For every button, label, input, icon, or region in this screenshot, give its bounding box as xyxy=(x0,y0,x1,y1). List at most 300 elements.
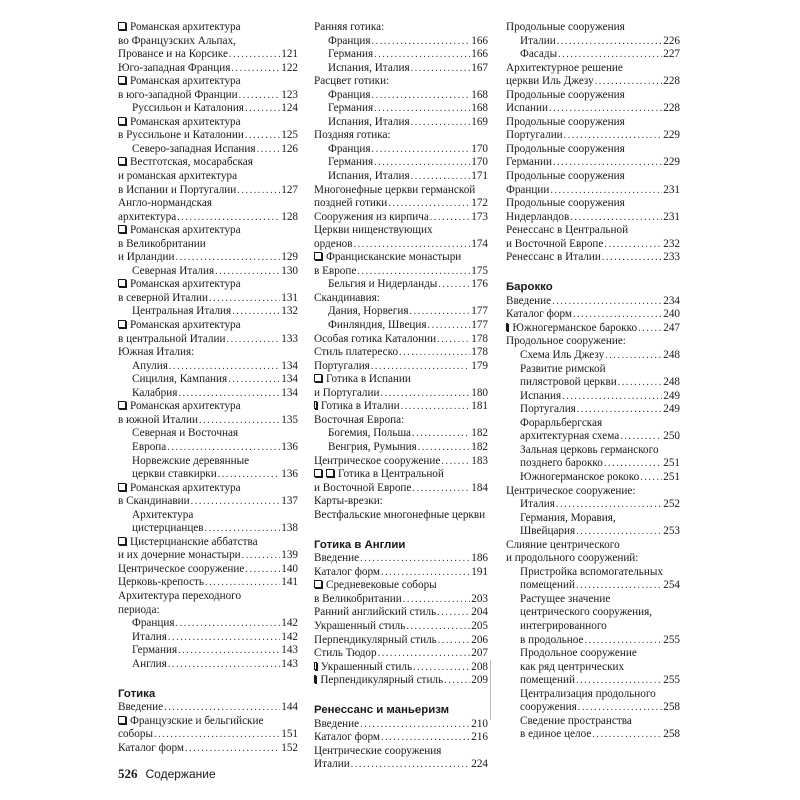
toc-entry xyxy=(118,360,298,374)
checkbox-square-icon xyxy=(314,662,317,670)
toc-entry-title: Романская архитектура xyxy=(130,400,241,413)
toc-entry-title: Германия xyxy=(328,156,374,169)
toc-entry-page: 137 xyxy=(281,495,298,508)
checkbox-square-icon xyxy=(118,401,126,409)
toc-entry-page: 229 xyxy=(663,156,680,169)
toc-entry-title: Каталог форм xyxy=(314,565,380,578)
section-heading xyxy=(506,279,680,295)
toc-entry-page: 184 xyxy=(471,481,488,494)
toc-entry xyxy=(506,102,680,116)
dot-leader xyxy=(592,728,662,742)
toc-entry xyxy=(314,170,488,184)
dot-leader xyxy=(257,143,281,157)
toc-entry xyxy=(314,661,488,675)
toc-entry xyxy=(118,576,298,590)
dot-leader xyxy=(557,35,662,49)
toc-entry xyxy=(506,539,680,553)
toc-entry-title: сооружения xyxy=(520,701,577,714)
toc-entry xyxy=(506,566,680,580)
toc-entry xyxy=(314,346,488,360)
dot-leader xyxy=(602,251,662,265)
toc-column-1 xyxy=(118,21,298,755)
toc-entry-title: и Португалии xyxy=(314,386,380,399)
toc-entry-title: в Руссильоне и Каталонии xyxy=(118,129,244,142)
dot-leader xyxy=(154,728,280,742)
dot-leader xyxy=(604,238,662,252)
toc-entry-title: церкви ставкирки xyxy=(132,468,217,481)
dot-leader xyxy=(430,211,470,225)
toc-entry-title: Продольные сооружения xyxy=(506,197,625,210)
toc-entry xyxy=(118,292,298,306)
toc-entry-title: архитектура xyxy=(118,210,177,223)
toc-entry-title: Украшенный стиль xyxy=(314,619,406,632)
dot-leader xyxy=(640,471,662,485)
toc-entry-page: 227 xyxy=(663,48,680,61)
toc-entry-title: Продольное сооружение: xyxy=(506,335,626,348)
toc-entry-title: Южная Италия: xyxy=(118,346,195,359)
toc-entry xyxy=(506,444,680,458)
toc-entry-title: Многонефные церкви германской xyxy=(314,183,476,196)
toc-entry-title: как ряд центрических xyxy=(520,660,625,673)
dot-leader xyxy=(205,522,281,536)
dot-leader xyxy=(406,620,470,634)
dot-leader xyxy=(573,308,662,322)
toc-entry xyxy=(314,102,488,116)
toc-entry-title: Сооружения из кирпича xyxy=(314,210,429,223)
toc-entry-page: 226 xyxy=(663,34,680,47)
dot-leader xyxy=(168,631,280,645)
toc-entry xyxy=(314,579,488,593)
toc-entry xyxy=(118,536,298,550)
dot-leader xyxy=(191,495,281,509)
dot-leader xyxy=(218,468,280,482)
toc-entry-title: Центрическое сооружение xyxy=(314,454,441,467)
toc-entry-page: 135 xyxy=(281,413,298,426)
dot-leader xyxy=(167,441,280,455)
toc-entry-title: Централизация продольного xyxy=(520,687,656,700)
toc-entry-page: 248 xyxy=(663,349,680,362)
toc-entry xyxy=(314,758,488,772)
checkbox-square-icon xyxy=(118,117,126,125)
toc-entry-title: в продольное xyxy=(520,633,584,646)
toc-entry xyxy=(314,674,488,688)
toc-entry xyxy=(118,715,298,729)
toc-entry-title: Ренессанс и маньеризм xyxy=(314,704,449,717)
toc-entry-title: Готика в Испании xyxy=(326,373,411,386)
toc-entry xyxy=(118,441,298,455)
toc-entry xyxy=(118,35,298,49)
toc-entry-page: 170 xyxy=(471,156,488,169)
toc-entry-title: Руссильон и Каталония xyxy=(132,102,244,115)
toc-entry xyxy=(314,238,488,252)
dot-leader xyxy=(576,674,662,688)
page-label: Содержание xyxy=(145,767,216,781)
toc-entry xyxy=(506,211,680,225)
toc-entry-title: позднего барокко xyxy=(520,457,603,470)
dot-leader xyxy=(412,482,470,496)
toc-entry xyxy=(314,441,488,455)
toc-entry-page: 178 xyxy=(471,332,488,345)
dot-leader xyxy=(176,617,281,631)
toc-entry-page: 166 xyxy=(471,34,488,47)
dot-leader xyxy=(215,265,280,279)
toc-entry-title: Введение xyxy=(118,701,164,714)
toc-entry xyxy=(506,606,680,620)
toc-entry xyxy=(506,620,680,634)
toc-entry-title: Введение xyxy=(506,294,552,307)
dot-leader xyxy=(438,634,470,648)
toc-entry-title: Вестфальские многонефные церкви xyxy=(314,508,486,521)
toc-entry-title: Барокко xyxy=(506,281,553,294)
toc-entry-title: Венгрия, Румыния xyxy=(328,440,417,453)
toc-entry xyxy=(118,305,298,319)
toc-entry-title: Бельгия и Нидерланды xyxy=(328,278,438,291)
dot-leader xyxy=(357,265,470,279)
toc-entry-title: Пристройка вспомогательных xyxy=(520,565,663,578)
toc-entry-title: Продольные сооружения xyxy=(506,21,625,33)
toc-entry-page: 186 xyxy=(471,552,488,565)
toc-entry-title: Южногерманское барокко xyxy=(512,321,638,334)
dot-leader xyxy=(229,48,280,62)
toc-entry-title: Романская архитектура xyxy=(130,115,241,128)
toc-entry-page: 228 xyxy=(663,75,680,88)
toc-entry-page: 224 xyxy=(471,758,488,771)
dot-leader xyxy=(411,116,471,130)
toc-entry-page: 177 xyxy=(471,305,488,318)
toc-entry-title: Сицилия, Кампания xyxy=(132,373,228,386)
toc-entry-title: Центрическое сооружение: xyxy=(506,484,636,497)
toc-entry-title: Архитектура переходного xyxy=(118,589,242,602)
toc-entry xyxy=(506,62,680,76)
toc-entry-title: соборы xyxy=(118,728,153,741)
checkbox-square-icon xyxy=(118,320,126,328)
section-heading xyxy=(118,685,298,701)
toc-entry xyxy=(118,116,298,130)
toc-entry-title: пилястровой церкви xyxy=(520,376,617,389)
toc-entry-title: Испания, Италия xyxy=(328,170,410,183)
toc-entry-page: 144 xyxy=(281,701,298,714)
dot-leader xyxy=(209,292,280,306)
toc-entry-page: 248 xyxy=(663,376,680,389)
toc-entry xyxy=(118,102,298,116)
toc-entry-title: Европа xyxy=(132,440,167,453)
toc-entry-page: 175 xyxy=(471,264,488,277)
toc-entry-page: 151 xyxy=(281,728,298,741)
toc-entry-page: 134 xyxy=(281,359,298,372)
toc-entry-page: 127 xyxy=(281,183,298,196)
toc-entry-page: 122 xyxy=(281,61,298,74)
dot-leader xyxy=(381,566,470,580)
toc-entry xyxy=(314,593,488,607)
dot-leader xyxy=(418,441,471,455)
dot-leader xyxy=(413,661,470,675)
toc-entry-page: 249 xyxy=(663,389,680,402)
dot-leader xyxy=(411,62,471,76)
dot-leader xyxy=(372,89,471,103)
toc-entry xyxy=(118,742,298,756)
toc-entry-title: Особая готика Каталонии xyxy=(314,332,437,345)
toc-entry-title: Перпендикулярный стиль xyxy=(320,674,444,687)
checkbox-square-icon xyxy=(118,279,126,287)
toc-entry-title: Испания xyxy=(520,389,562,402)
toc-entry-title: интегрированного xyxy=(520,619,607,632)
toc-entry-title: Развитие римской xyxy=(520,362,606,375)
toc-entry-title: Готика xyxy=(118,687,156,700)
dot-leader xyxy=(242,549,281,563)
toc-entry-title: Провансе и на Корсике xyxy=(118,48,228,61)
dot-leader xyxy=(558,48,662,62)
checkbox-square-icon xyxy=(118,716,126,724)
dot-leader xyxy=(354,238,471,252)
dot-leader xyxy=(578,701,663,715)
checkbox-square-icon xyxy=(314,469,322,477)
toc-entry-page: 210 xyxy=(471,717,488,730)
toc-entry xyxy=(118,224,298,238)
toc-entry-title: Карты-врезки: xyxy=(314,495,383,508)
toc-entry-title: Продольные сооружения xyxy=(506,88,625,101)
toc-entry-page: 152 xyxy=(281,741,298,754)
toc-entry xyxy=(118,427,298,441)
toc-entry xyxy=(118,197,298,211)
dot-leader xyxy=(411,170,471,184)
toc-entry-title: орденов xyxy=(314,237,353,250)
toc-entry xyxy=(118,129,298,143)
dot-leader xyxy=(576,579,662,593)
toc-entry xyxy=(118,211,298,225)
toc-entry xyxy=(506,579,680,593)
toc-entry-page: 178 xyxy=(471,346,488,359)
toc-entry-title: Португалия xyxy=(314,359,370,372)
toc-entry xyxy=(506,390,680,404)
toc-entry-title: Ренессанс в Италии xyxy=(506,251,601,264)
toc-entry-title: архитектурная схема xyxy=(520,430,620,443)
toc-entry-page: 171 xyxy=(471,170,488,183)
toc-entry xyxy=(506,417,680,431)
toc-entry xyxy=(314,745,488,759)
dot-leader xyxy=(231,62,280,76)
toc-entry xyxy=(506,308,680,322)
dot-leader xyxy=(444,674,470,688)
toc-entry xyxy=(118,75,298,89)
toc-entry-title: Германии xyxy=(506,156,552,169)
toc-entry-title: Дания, Норвегия xyxy=(328,305,409,318)
dot-leader xyxy=(232,305,280,319)
toc-entry-page: 168 xyxy=(471,102,488,115)
toc-entry-title: Стиль платереско xyxy=(314,346,399,359)
dot-leader xyxy=(177,211,280,225)
toc-entry xyxy=(506,184,680,198)
toc-entry xyxy=(118,468,298,482)
toc-entry xyxy=(118,387,298,401)
toc-entry xyxy=(314,647,488,661)
toc-entry-page: 134 xyxy=(281,386,298,399)
toc-entry xyxy=(314,224,488,238)
toc-entry xyxy=(314,495,488,509)
toc-entry-page: 129 xyxy=(281,251,298,264)
toc-entry xyxy=(314,319,488,333)
toc-entry xyxy=(506,728,680,742)
toc-entry-page: 125 xyxy=(281,129,298,142)
toc-entry-page: 126 xyxy=(281,142,298,155)
toc-entry-page: 121 xyxy=(281,48,298,61)
toc-entry-page: 258 xyxy=(663,728,680,741)
toc-entry xyxy=(506,634,680,648)
toc-entry-title: Францисканские монастыри xyxy=(326,251,462,264)
toc-entry-page: 128 xyxy=(281,210,298,223)
toc-entry-title: Центрическое сооружение xyxy=(118,562,245,575)
toc-entry xyxy=(118,455,298,469)
dot-leader xyxy=(562,390,662,404)
toc-entry-page: 182 xyxy=(471,427,488,440)
toc-entry-title: и Восточной Европе xyxy=(314,481,412,494)
toc-entry-title: Италии xyxy=(520,34,556,47)
section-gap xyxy=(314,522,488,536)
toc-entry-page: 255 xyxy=(663,633,680,646)
checkbox-square-icon xyxy=(326,469,334,477)
toc-entry-title: церкви Иль Джезу xyxy=(506,75,594,88)
toc-entry xyxy=(314,400,488,414)
toc-entry xyxy=(314,455,488,469)
toc-entry-page: 131 xyxy=(281,291,298,304)
toc-entry-page: 252 xyxy=(663,498,680,511)
toc-entry-title: Италии xyxy=(314,758,350,771)
toc-entry xyxy=(314,62,488,76)
toc-entry xyxy=(506,430,680,444)
toc-entry xyxy=(118,21,298,35)
toc-entry xyxy=(314,251,488,265)
dot-leader xyxy=(605,349,662,363)
toc-entry-title: Центрические сооружения xyxy=(314,744,442,757)
toc-entry xyxy=(118,278,298,292)
dot-leader xyxy=(372,143,471,157)
dot-leader xyxy=(403,593,470,607)
toc-entry-page: 132 xyxy=(281,305,298,318)
toc-entry xyxy=(314,278,488,292)
dot-leader xyxy=(245,102,280,116)
toc-entry xyxy=(314,35,488,49)
toc-entry-page: 191 xyxy=(471,565,488,578)
toc-entry xyxy=(314,718,488,732)
toc-entry-title: Германия xyxy=(328,102,374,115)
checkbox-square-icon xyxy=(118,22,126,30)
dot-leader xyxy=(576,525,662,539)
toc-entry xyxy=(506,75,680,89)
toc-entry-title: центрического сооружения, xyxy=(520,606,653,619)
toc-entry xyxy=(314,509,488,523)
toc-entry xyxy=(314,75,488,89)
toc-entry-page: 208 xyxy=(471,660,488,673)
dot-leader xyxy=(351,758,470,772)
dot-leader xyxy=(374,156,470,170)
toc-entry-page: 124 xyxy=(281,102,298,115)
toc-entry xyxy=(118,143,298,157)
toc-entry-title: Северо-западная Испания xyxy=(132,142,256,155)
toc-entry-title: Каталог форм xyxy=(506,308,572,321)
toc-entry xyxy=(506,512,680,526)
toc-entry xyxy=(314,427,488,441)
toc-entry-page: 258 xyxy=(663,701,680,714)
toc-entry-title: в юго-западной Франции xyxy=(118,88,238,101)
toc-entry-title: Юго-западная Франция xyxy=(118,61,231,74)
dot-leader xyxy=(388,197,470,211)
toc-entry-title: Архитектурное решение xyxy=(506,61,623,74)
dot-leader xyxy=(618,376,663,390)
toc-entry-title: в северной Италии xyxy=(118,291,209,304)
toc-entry-title: Поздняя готика: xyxy=(314,129,391,142)
dot-leader xyxy=(245,129,280,143)
toc-entry xyxy=(314,265,488,279)
dot-leader xyxy=(412,427,470,441)
toc-entry xyxy=(314,89,488,103)
dot-leader xyxy=(360,552,470,566)
toc-entry xyxy=(506,349,680,363)
toc-entry xyxy=(314,184,488,198)
toc-entry xyxy=(118,400,298,414)
dot-leader xyxy=(620,430,662,444)
dot-leader xyxy=(176,251,281,265)
dot-leader xyxy=(372,35,471,49)
toc-entry-page: 216 xyxy=(471,731,488,744)
toc-entry xyxy=(314,143,488,157)
dot-leader xyxy=(228,373,280,387)
toc-entry xyxy=(506,197,680,211)
dot-leader xyxy=(552,295,662,309)
toc-entry xyxy=(506,21,680,35)
toc-entry-page: 134 xyxy=(281,373,298,386)
toc-entry-page: 234 xyxy=(663,294,680,307)
toc-entry xyxy=(314,156,488,170)
toc-entry xyxy=(506,701,680,715)
toc-entry-title: Ранняя готика: xyxy=(314,21,385,33)
toc-entry xyxy=(506,224,680,238)
toc-entry-page: 167 xyxy=(471,61,488,74)
toc-entry xyxy=(506,688,680,702)
checkbox-square-icon xyxy=(314,580,322,588)
toc-entry xyxy=(118,701,298,715)
toc-entry-title: поздней готики xyxy=(314,197,388,210)
toc-entry xyxy=(314,620,488,634)
toc-entry xyxy=(506,485,680,499)
dot-leader xyxy=(169,360,280,374)
toc-entry-page: 173 xyxy=(471,210,488,223)
toc-entry-title: Скандинавия: xyxy=(314,291,380,304)
checkbox-square-icon xyxy=(118,483,126,491)
toc-entry-page: 123 xyxy=(281,88,298,101)
dot-leader xyxy=(437,333,470,347)
toc-entry-page: 203 xyxy=(471,592,488,605)
toc-entry-title: Центральная Италия xyxy=(132,305,232,318)
toc-entry-page: 206 xyxy=(471,633,488,646)
toc-entry-page: 228 xyxy=(663,102,680,115)
toc-entry-page: 233 xyxy=(663,251,680,264)
dot-leader xyxy=(381,731,470,745)
toc-entry-title: Готика в Англии xyxy=(314,538,406,551)
toc-entry xyxy=(506,156,680,170)
toc-entry-page: 182 xyxy=(471,440,488,453)
toc-entry xyxy=(506,335,680,349)
dot-leader xyxy=(237,184,280,198)
toc-entry xyxy=(506,129,680,143)
toc-entry-title: Введение xyxy=(314,717,360,730)
toc-entry-title: Слияние центрического xyxy=(506,538,620,551)
toc-entry-title: Украшенный стиль xyxy=(320,660,413,673)
toc-entry-page: 143 xyxy=(281,657,298,670)
toc-entry xyxy=(314,197,488,211)
toc-entry xyxy=(506,552,680,566)
dot-leader xyxy=(401,400,471,414)
toc-column-2 xyxy=(314,21,488,772)
toc-entry-page: 138 xyxy=(281,522,298,535)
